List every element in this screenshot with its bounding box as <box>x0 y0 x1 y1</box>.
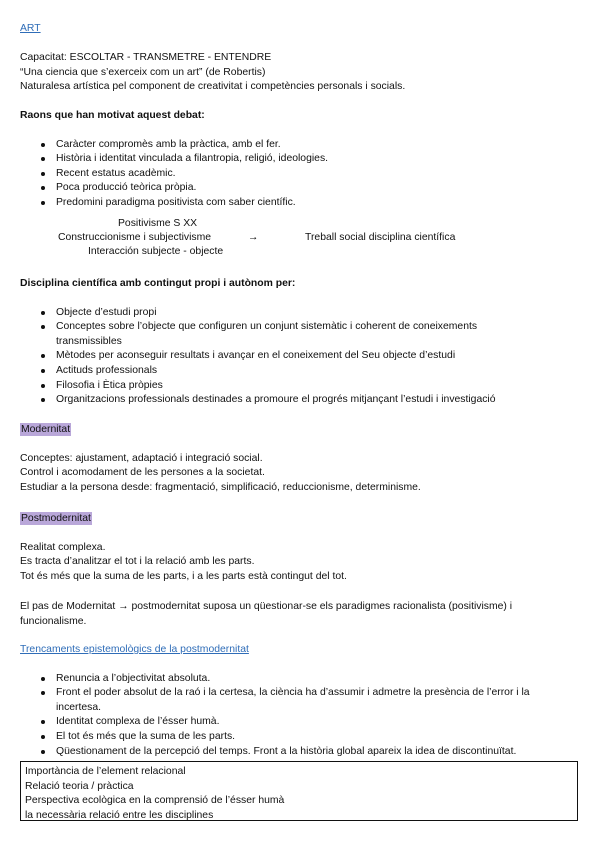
postmodernitat-line: Es tracta d’analitzar el tot i la relació amb les parts. <box>20 556 255 568</box>
intro-line: Naturalesa artística pel component de creativitat i competències personals i socials. <box>20 81 406 93</box>
trencaments-section <box>20 643 580 759</box>
list-item: Història i identitat vinculada a filantropia, religió, ideologies. <box>20 152 580 167</box>
intro-line: Capacitat: ESCOLTAR - TRANSMETRE - ENTENDRE <box>20 52 272 63</box>
list-item: Actituds professionals <box>20 364 580 379</box>
pas-section <box>20 600 580 629</box>
pas-line: funcionalisme. <box>20 615 87 627</box>
diagram-positivisme: Positivisme S XX <box>118 218 198 229</box>
postmodernitat-label: Postmodernitat <box>21 513 91 524</box>
postmodernitat-label-line <box>20 512 580 527</box>
list-item: Filosofia i Ètica pròpies <box>20 379 580 394</box>
list-item: Identitat complexa de l’ésser humà. <box>20 715 580 730</box>
list-item: Recent estatus acadèmic. <box>20 167 580 182</box>
modernitat-line: Estudiar a la persona desde: fragmentació, simplificació, reduccionisme, determinisme. <box>20 481 421 493</box>
box-line: Importància de l’element relacional <box>25 766 186 777</box>
raons-section <box>20 109 580 211</box>
list-item: Poca producció teòrica pròpia. <box>20 181 580 196</box>
modernitat-label-line <box>20 423 580 438</box>
postmodernitat-line: Tot és més que la suma de les parts, i a les parts està contingut del tot. <box>20 570 347 582</box>
disciplina-section <box>20 277 580 408</box>
list-item: Objecte d’estudi propi <box>20 306 580 321</box>
diagram-construccionisme: Construccionisme i subjectivisme <box>58 232 212 243</box>
modernitat-label: Modernitat <box>21 424 71 435</box>
pas-line: El pas de Modernitat → postmodernitat suposa un qüestionar-se els paradigmes racionalista (positivisme) i <box>20 601 513 612</box>
diagram-result: Treball social disciplina científica <box>305 232 456 243</box>
postmodernitat-text <box>20 541 580 585</box>
list-item: Caràcter compromès amb la pràctica, amb el fer. <box>20 138 580 153</box>
list-item: Predomini paradigma positivista com saber científic. <box>20 196 580 211</box>
right-arrow-icon: → <box>248 232 259 243</box>
paradigm-diagram <box>0 217 600 261</box>
raons-list <box>20 138 580 211</box>
disciplina-list <box>20 306 580 408</box>
list-item: Qüestionament de la percepció del temps. Front a la història global apareix la idea de discontinuïtat. <box>20 745 580 760</box>
box-line: la necessària relació entre les disciplines <box>25 809 214 821</box>
box-line: Relació teoria / pràctica <box>25 780 134 792</box>
postmodernitat-line: Realitat complexa. <box>20 541 106 553</box>
intro-block <box>20 51 580 95</box>
list-item: Front el poder absolut de la raó i la certesa, la ciència ha d’assumir i admetre la presència de l’error i la incertesa. <box>20 686 580 715</box>
list-item: Conceptes sobre l’objecte que configuren un conjunt sistemàtic i coherent de coneixements transmissibles <box>20 320 580 349</box>
list-item: El tot és més que la suma de les parts. <box>20 730 580 745</box>
list-item: Mètodes per aconseguir resultats i avançar en el coneixement del Seu objecte d’estudi <box>20 349 580 364</box>
art-link[interactable]: ART <box>20 23 41 34</box>
summary-box <box>20 761 578 821</box>
modernitat-line: Control i acomodament de les persones a la societat. <box>20 467 265 479</box>
trencaments-list <box>20 672 580 760</box>
modernitat-text <box>20 452 580 496</box>
box-line: Perspectiva ecològica en la comprensió de l’ésser humà <box>25 795 285 807</box>
raons-heading: Raons que han motivat aquest debat: <box>20 110 205 121</box>
intro-line: “Una ciencia que s’exerceix com un art” (de Robertis) <box>20 66 266 78</box>
list-item: Renuncia a l’objectivitat absoluta. <box>20 672 580 687</box>
art-section <box>20 22 580 37</box>
list-item: Organitzacions professionals destinades a promoure el progrés mitjançant l’estudi i investigació <box>20 393 580 408</box>
trencaments-link[interactable]: Trencaments epistemològics de la postmodernitat <box>20 644 249 655</box>
disciplina-heading: Disciplina científica amb contingut propi i autònom per: <box>20 278 296 289</box>
postmodernitat-section <box>20 512 580 584</box>
diagram-interaccion: Interacción subjecte - objecte <box>88 246 224 257</box>
modernitat-line: Conceptes: ajustament, adaptació i integració social. <box>20 452 263 464</box>
modernitat-section <box>20 423 580 495</box>
